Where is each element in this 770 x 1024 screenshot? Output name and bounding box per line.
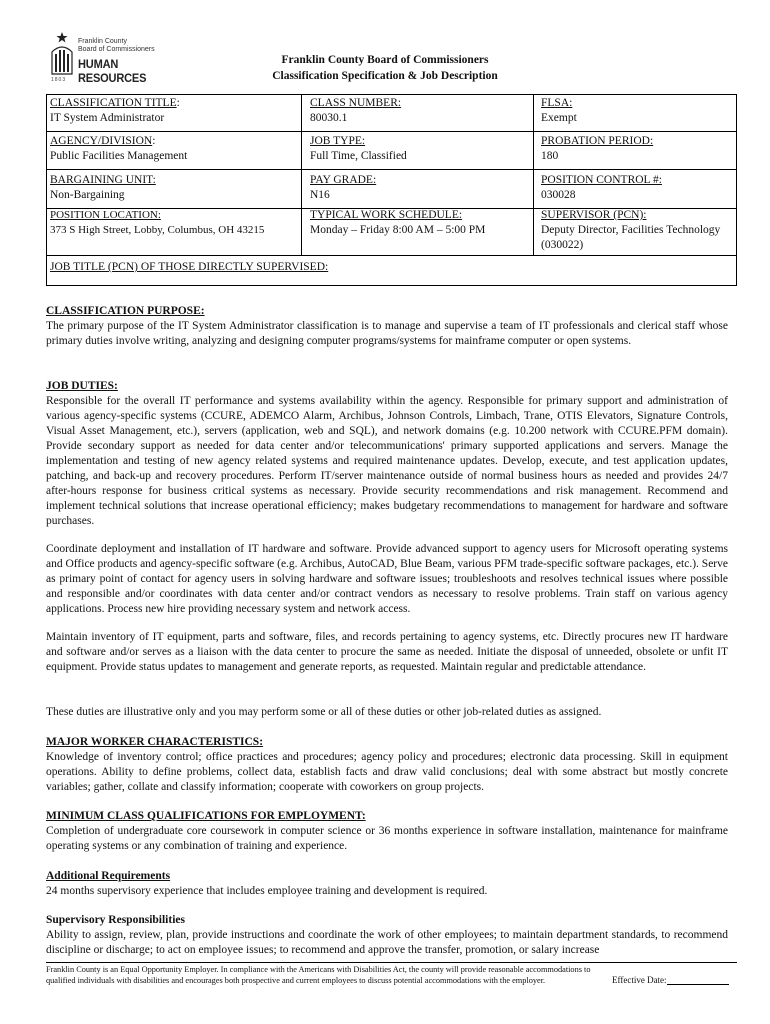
position-info-table bbox=[46, 94, 737, 286]
supervisor-value: Deputy Director, Facilities Technology (030022) bbox=[541, 224, 721, 251]
effective-date bbox=[612, 975, 729, 985]
purpose-text: The primary purpose of the IT System Administrator classification is to manage and supervise a team of IT professionals and clerical staff whose primary duties involve writing, analyzing and designing computer programs/systems for mainframe computer or open systems. bbox=[46, 320, 728, 347]
supervisory-text: Ability to assign, review, plan, provide instructions and coordinate the work of other employees; to maintain department standards, to recommend discipline or discharge; to act on employee issues; to recommend and approve the transfer, promotion, or salary increase bbox=[46, 929, 728, 956]
logo-line-2: Board of Commissioners bbox=[78, 46, 155, 53]
probation-period-value: 180 bbox=[541, 150, 559, 162]
field-label: TYPICAL WORK SCHEDULE: bbox=[310, 209, 463, 221]
supervisory-section bbox=[46, 913, 728, 959]
position-location-cell bbox=[50, 208, 300, 238]
duties-paragraph-2: Coordinate deployment and installation of IT hardware and software. Provide advanced support to agency users for Microsoft operating systems and Office products and agency-specific software (e.g. Archibus, AutoCAD, Blue Beam, various PFM trade-specific software packages, etc.). Serve as primary point of contact for agency users in solving hardware and software issues; troubleshoots and resolves technical issues where possible and responsible and/or coordinates with data center and/or contract vendors as necessary to resolve problems. Train staff on various agency applications. Process new hire providing necessary system and network access. bbox=[46, 543, 728, 615]
position-control-value: 030028 bbox=[541, 189, 576, 201]
document-title: Classification Specification & Job Description bbox=[272, 70, 498, 82]
characteristics-section bbox=[46, 735, 728, 795]
logo-line-1: Franklin County bbox=[78, 38, 128, 45]
position-location-value: 373 S High Street, Lobby, Columbus, OH 43215 bbox=[50, 224, 265, 236]
field-label: FLSA: bbox=[541, 97, 573, 109]
field-label: JOB TITLE (PCN) OF THOSE DIRECTLY SUPERVISED: bbox=[50, 261, 329, 273]
characteristics-text: Knowledge of inventory control; office practices and procedures; agency policy and procedures; electronic data processing. Skill in equipment operations. Ability to define problems, collect data, establish facts and draw valid conclusions; deal with some abstract but mostly concrete variables; gather, collate and classify information; cooperate with coworkers on group projects. bbox=[46, 751, 728, 793]
field-label: JOB TYPE: bbox=[310, 135, 366, 147]
field-label: PAY GRADE: bbox=[310, 174, 377, 186]
pay-grade-cell bbox=[310, 173, 530, 203]
field-label: BARGAINING UNIT: bbox=[50, 174, 156, 186]
field-label: POSITION CONTROL #: bbox=[541, 174, 662, 186]
section-heading: JOB DUTIES: bbox=[46, 380, 118, 392]
duties-section-4 bbox=[46, 705, 728, 720]
logo-name: HUMAN RESOURCES bbox=[78, 57, 147, 85]
effective-date-blank bbox=[667, 975, 729, 985]
duties-paragraph-4: These duties are illustrative only and you may perform some or all of these duties or other job-related duties as assigned. bbox=[46, 706, 602, 718]
class-number-value: 80030.1 bbox=[310, 112, 348, 124]
purpose-section bbox=[46, 304, 728, 349]
footer-rule bbox=[46, 962, 737, 963]
effective-date-label: Effective Date: bbox=[612, 975, 667, 985]
agency-division-value: Public Facilities Management bbox=[50, 150, 188, 162]
qualifications-text: Completion of undergraduate core coursework in computer science or 36 months experience in software installation, maintenance for mainframe operating systems or any combination of training and experience. bbox=[46, 825, 728, 852]
probation-period-cell bbox=[541, 134, 731, 164]
duties-section-3 bbox=[46, 630, 728, 675]
additional-section bbox=[46, 869, 728, 899]
supervised-cell bbox=[50, 260, 730, 275]
qualifications-section bbox=[46, 809, 728, 854]
supervisor-cell bbox=[541, 208, 731, 253]
duties-paragraph-3: Maintain inventory of IT equipment, parts and software, files, and records pertaining to agency systems, etc. Directly procures new IT hardware and software and/or serves as a liaison with the data center to procure the same as needed. Initiate the disposal of unneeded, obsolete or unfit IT equipment. Provide status updates to management and generate reports, as requested. Maintain regular and predictable attendance. bbox=[46, 631, 728, 673]
job-type-cell bbox=[310, 134, 530, 164]
field-label: PROBATION PERIOD: bbox=[541, 135, 654, 147]
section-heading: MAJOR WORKER CHARACTERISTICS: bbox=[46, 736, 264, 748]
logo-year: 1803 bbox=[51, 77, 67, 83]
org-name: Franklin County Board of Commissioners bbox=[281, 54, 489, 66]
section-heading: MINIMUM CLASS QUALIFICATIONS FOR EMPLOYMENT: bbox=[46, 810, 366, 822]
duties-section-2 bbox=[46, 542, 728, 617]
bargaining-unit-value: Non-Bargaining bbox=[50, 189, 125, 201]
classification-title-value: IT System Administrator bbox=[50, 112, 165, 124]
field-label: SUPERVISOR (PCN): bbox=[541, 209, 647, 221]
work-schedule-value: Monday – Friday 8:00 AM – 5:00 PM bbox=[310, 224, 486, 236]
job-type-value: Full Time, Classified bbox=[310, 150, 407, 162]
pay-grade-value: N16 bbox=[310, 189, 330, 201]
duties-section bbox=[46, 379, 728, 529]
classification-title-cell: CLASSIFICATION TITLE: IT System Administrator bbox=[50, 96, 298, 126]
field-label: AGENCY/DIVISION bbox=[50, 135, 153, 147]
additional-text: 24 months supervisory experience that includes employee training and development is required. bbox=[46, 885, 488, 897]
field-label: POSITION LOCATION: bbox=[50, 209, 161, 221]
work-schedule-cell bbox=[310, 208, 532, 238]
class-number-cell bbox=[310, 96, 530, 126]
flsa-cell bbox=[541, 96, 731, 126]
eeo-statement: Franklin County is an Equal Opportunity Employer. In compliance with the Americans with Disabilities Act, the county will provide reasonable accommodations to qualified individuals with disabilities and encourages both prospective and current employees to discuss potential accommodations with the employer. bbox=[46, 965, 591, 985]
flsa-value: Exempt bbox=[541, 112, 577, 124]
bargaining-unit-cell bbox=[50, 173, 298, 203]
field-label: CLASS NUMBER: bbox=[310, 97, 402, 109]
duties-paragraph-1: Responsible for the overall IT performance and systems availability within the agency. Responsible for primary support and administration of various agency-specific systems (CCURE, ADEMCO Alarm, Archibus, Johnson Controls, Limbach, Trane, OTIS Elevators, Signature Controls, Visual Asset Management, etc.), servers (application, web and SQL), and network domains (e.g. 10.200 network with CCURE.PFM domain). Provide secondary support as needed for data center and/or telecommunications' primary supported applications and servers. Manage the implementation and testing of new agency related systems and required maintenance updates. Develop, execute, and test application updates, patching, and back-up and recovery procedures. Perform IT/server maintenance outside of normal business hours as needed and provides 24/7 after-hours response for business critical systems as necessary. Provide security recommendations and risk management. Recommend and implement technical solutions that increase operational efficiency; makes budgetary recommendations to management for hardware and software purchases. bbox=[46, 395, 728, 527]
section-heading: Supervisory Responsibilities bbox=[46, 914, 185, 926]
section-heading: CLASSIFICATION PURPOSE: bbox=[46, 305, 205, 317]
agency-division-cell: AGENCY/DIVISION: Public Facilities Management bbox=[50, 134, 298, 164]
section-heading: Additional Requirements bbox=[46, 870, 171, 882]
document-header bbox=[0, 52, 770, 84]
position-control-cell bbox=[541, 173, 731, 203]
field-label: CLASSIFICATION TITLE bbox=[50, 97, 177, 109]
